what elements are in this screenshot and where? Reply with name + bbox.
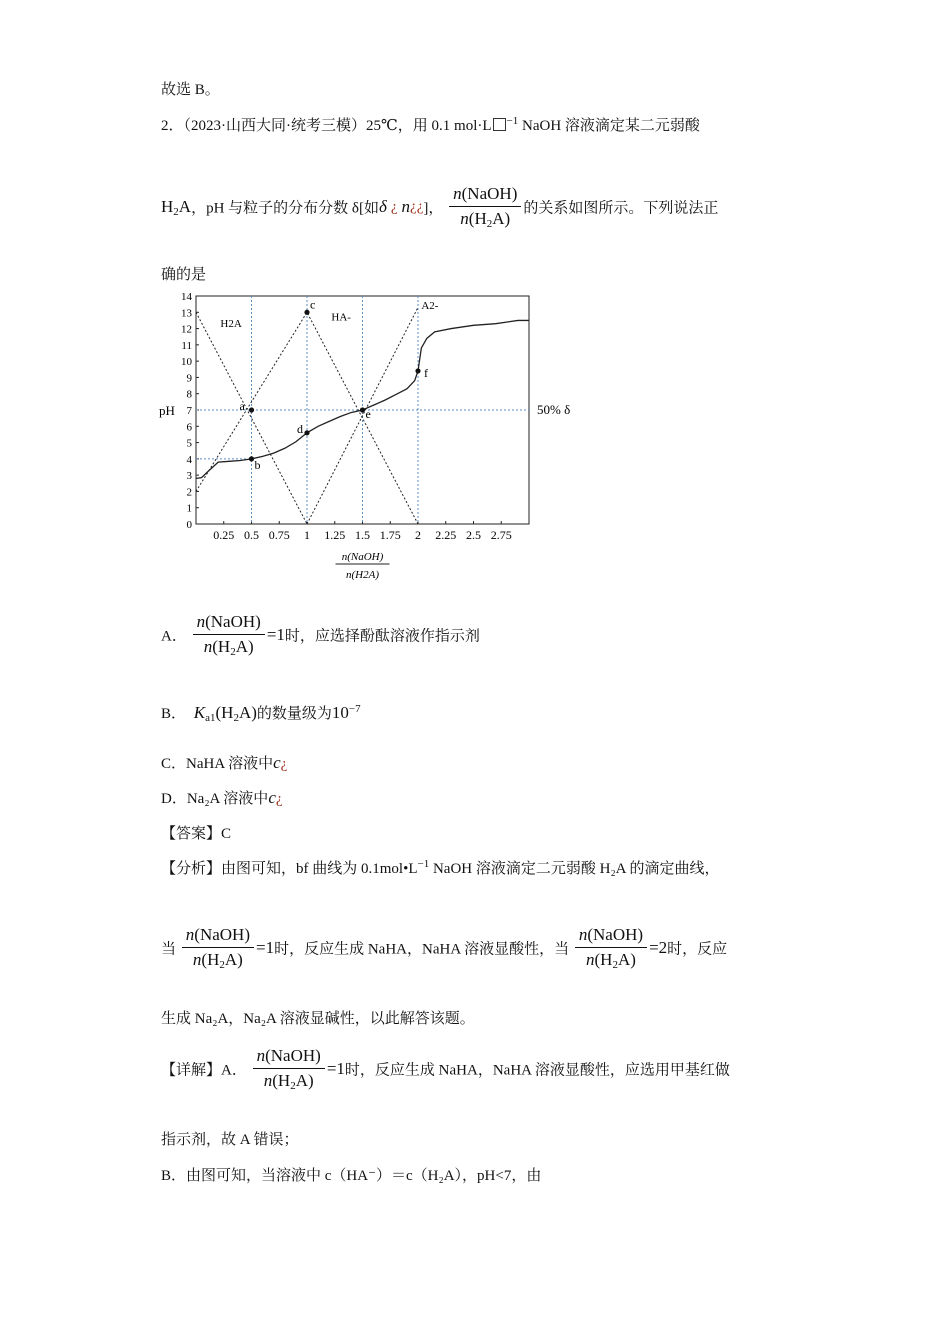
- x-tick-label: 2.25: [435, 528, 457, 542]
- option-c-c: c: [273, 753, 281, 772]
- y-tick-label: 12: [181, 323, 192, 336]
- point-f: [415, 368, 420, 373]
- x-tick-label: 2.5: [466, 528, 481, 542]
- ref-line-label: 50% δ: [537, 402, 571, 417]
- question-tail: 的关系如图所示。下列说法正: [523, 200, 719, 217]
- x-tick-label: 0.5: [244, 528, 259, 542]
- point-label-c: c: [310, 297, 316, 312]
- missing-glyph-box: [493, 118, 506, 131]
- x-tick-label: 2: [415, 528, 421, 542]
- y-tick-label: 6: [186, 421, 192, 434]
- y-tick-label: 4: [186, 453, 192, 466]
- detail-line-2: 指示剂，故 A 错误；: [161, 1132, 299, 1148]
- option-a-label: A．: [161, 628, 187, 645]
- label-h2a: H2A: [220, 317, 242, 330]
- analysis-line-1: 【分析】由图可知，bf 曲线为 $0.1mol•L^{-1}$ NaOH 溶液滴定二元弱酸 H₂A 的滴定曲线，: [161, 858, 720, 877]
- option-d-label: D．Na₂A 溶液中: [161, 791, 269, 807]
- y-axis-label: pH: [159, 403, 175, 418]
- titration-chart: [150, 290, 600, 590]
- option-c-garbled: ¿: [280, 756, 288, 772]
- y-tick-label: 14: [181, 291, 192, 303]
- option-b-label: B．: [161, 706, 187, 722]
- answer-line: 【答案】C: [161, 826, 232, 842]
- h2a-formula: $H_2A$: [161, 196, 192, 218]
- y-tick-label: 5: [186, 437, 192, 450]
- ratio-fraction: $\frac{\text{n(NaOH)}}{n(H_2A)}$: [449, 184, 521, 230]
- option-a-eq: =1: [266, 625, 285, 644]
- question-rest: NaOH 溶液滴定某二元弱酸: [518, 118, 700, 134]
- power-exp: −7: [348, 703, 361, 715]
- y-tick-label: 11: [181, 339, 192, 352]
- y-tick-label: 0: [186, 519, 192, 531]
- x-tick-label: 0.25: [213, 528, 235, 542]
- option-b-text: 的数量级为: [256, 706, 332, 722]
- option-a-fraction: $\frac{\text{n(NaOH)}}{n(H_2A)}$: [193, 612, 265, 658]
- analysis-fraction-1: $\frac{\text{n(NaOH)}}{n(H_2A)}$: [182, 925, 254, 971]
- point-d: [304, 430, 309, 435]
- x-tick-label: 1.25: [324, 528, 346, 542]
- option-d-c: c: [268, 788, 276, 807]
- question-mid-2: ]，: [423, 200, 444, 217]
- x-tick-label: 1: [304, 528, 310, 542]
- question-2-line-2: [161, 184, 718, 230]
- option-b: [161, 702, 361, 724]
- x-tick-label: 2.75: [490, 528, 512, 542]
- option-c-label: C．NaHA 溶液中: [161, 756, 274, 772]
- question-source: （2023·山西大同·统考三模）: [183, 118, 367, 134]
- point-label-b: b: [254, 457, 261, 472]
- y-tick-label: 3: [186, 470, 192, 483]
- option-d: [161, 787, 283, 808]
- n-symbol: n: [401, 197, 411, 216]
- garbled-char-1: ¿: [390, 198, 398, 215]
- y-tick-label: 13: [181, 307, 192, 320]
- question-2-line-3: 确的是: [161, 267, 207, 283]
- point-c: [304, 310, 309, 315]
- power-base: 10: [331, 703, 349, 722]
- x-axis-label-den: n(H2A): [346, 569, 379, 581]
- label-ha: HA-: [331, 311, 351, 324]
- point-e: [360, 407, 365, 412]
- option-a-text: 时，应选择酚酞溶液作指示剂: [284, 628, 480, 645]
- y-tick-label: 2: [186, 486, 192, 499]
- ka-paren: $(H_2A)$: [215, 703, 257, 724]
- ka-symbol: K: [193, 703, 206, 722]
- option-a: [161, 612, 480, 658]
- point-label-a: a: [239, 399, 245, 413]
- point-label-d: d: [297, 421, 303, 436]
- x-tick-label: 1.5: [355, 528, 370, 542]
- y-tick-label: 1: [186, 502, 192, 515]
- point-label-f: f: [424, 365, 428, 380]
- option-d-garbled: ¿: [275, 791, 283, 807]
- question-number: 2．: [161, 118, 184, 134]
- x-axis-label-num: n(NaOH): [341, 551, 384, 563]
- detail-fraction: $\frac{\text{n(NaOH)}}{n(H_2A)}$: [253, 1046, 325, 1092]
- y-tick-label: 7: [186, 405, 192, 417]
- analysis-fraction-2: $\frac{\text{n(NaOH)}}{n(H_2A)}$: [575, 925, 647, 971]
- y-tick-label: 9: [186, 372, 192, 385]
- question-2-line-1: [161, 114, 700, 135]
- label-a2: A2-: [421, 300, 439, 313]
- point-label-e: e: [365, 407, 371, 421]
- detail-line-1: 【详解】A． $\frac{\text{n(NaOH)}}{n(H_2A)}$ =1时，反应生成 NaHA，NaHA 溶液显酸性，应选用甲基红做: [161, 1046, 730, 1092]
- y-tick-label: 10: [181, 356, 192, 369]
- analysis-line-3: 生成 Na₂A，Na₂A 溶液显碱性，以此解答该题。: [161, 1011, 475, 1027]
- x-tick-label: 0.75: [268, 528, 290, 542]
- unit-exponent: −1: [506, 115, 519, 127]
- question-temp: 25℃，用 0.1 mol·L: [366, 118, 492, 134]
- garbled-char-2: ¿¿: [410, 198, 424, 215]
- analysis-line-2: 当 $\frac{\text{n(NaOH)}}{n(H_2A)}$ =1时，反应生成 NaHA，NaHA 溶液显酸性，当 $\frac{\text{n(NaOH)}}{n(H_2A)}$ =2时，反应: [161, 925, 728, 971]
- ka-subscript: a1: [205, 712, 216, 724]
- prev-answer-line: 故选 B。: [161, 82, 220, 98]
- point-a: [249, 407, 254, 412]
- point-b: [249, 456, 254, 461]
- x-tick-label: 1.75: [379, 528, 401, 542]
- delta-symbol: δ: [378, 197, 387, 216]
- y-tick-label: 8: [186, 388, 192, 401]
- question-mid-1: ，pH 与粒子的分布分数 δ[如: [191, 200, 379, 217]
- option-c: [161, 752, 287, 773]
- detail-line-3: B．由图可知，当溶液中 c（HA⁻）＝c（H₂A），pH<7，由: [161, 1168, 542, 1184]
